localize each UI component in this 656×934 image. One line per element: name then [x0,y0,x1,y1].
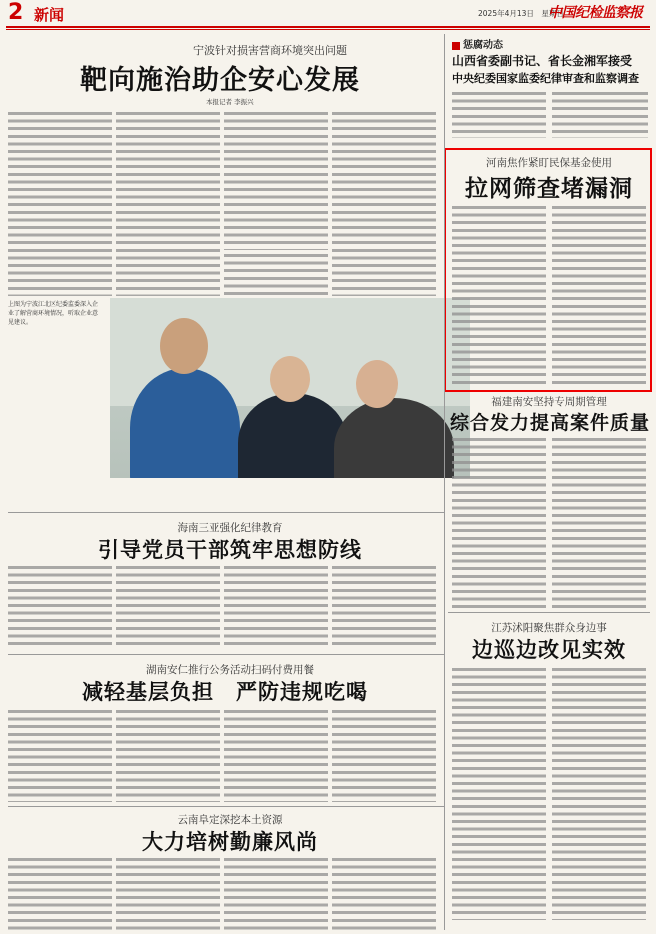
sidebar-title-line-1: 山西省委副书记、省长金湘军接受 [452,54,633,68]
fujian-body-col-1 [452,438,546,608]
sidebar-tag-label: 惩腐动态 [463,40,503,51]
photo-person-right [334,398,454,478]
divider-hainan [8,512,444,513]
yunnan-body-col-1 [8,858,112,930]
hunan-headline: 减轻基层负担 严防违规吃喝 [82,679,368,704]
masthead [0,0,656,26]
news-photo [110,298,470,478]
sidebar-body-col-2 [552,92,648,138]
jiangsu-body-col-1 [452,668,546,920]
yunnan-kicker: 云南阜定深挖本土资源 [177,814,283,826]
newspaper-logo: 中国纪检监察报 [548,5,643,21]
hunan-body-col-1 [8,710,112,802]
divider-hunan [8,654,444,655]
hainan-body-col-3 [224,566,328,646]
lead-headline: 靶向施治助企安心发展 [80,65,360,96]
yunnan-body-col-4 [332,858,436,930]
featured-headline: 拉网筛查堵漏洞 [465,175,633,202]
featured-body-col-2 [552,206,646,386]
hunan-body-col-4 [332,710,436,802]
photo-head-left [160,318,208,374]
issue-date: 2025年4月13日 星期日 [478,9,564,18]
page-number: 2 [8,0,24,25]
lead-body-col-4 [332,112,436,296]
column-divider [444,34,445,930]
photo-head-right [356,360,398,408]
hainan-headline: 引导党员干部筑牢思想防线 [98,537,362,562]
fujian-kicker: 福建南安坚持专周期管理 [491,396,607,408]
hainan-body-col-2 [116,566,220,646]
yunnan-body-col-2 [116,858,220,930]
lead-body-col-2 [116,112,220,296]
photo-person-left [130,368,240,478]
jiangsu-body-col-2 [552,668,646,920]
yunnan-headline: 大力培树勤廉风尚 [142,829,318,854]
photo-head-middle [270,356,310,402]
sidebar-title-line-2: 中央纪委国家监委纪律审查和监察调查 [452,72,639,85]
jiangsu-headline: 边巡边改见实效 [472,637,626,662]
masthead-rule [6,26,650,28]
lead-kicker: 宁波针对损害营商环境突出问题 [193,44,347,57]
hainan-body-col-1 [8,566,112,646]
hainan-kicker: 海南三亚强化纪律教育 [177,522,283,534]
sidebar-tag [452,36,503,51]
divider-jiangsu [448,612,650,613]
hunan-body-col-3 [224,710,328,802]
divider-yunnan [8,806,444,807]
section-name: 新闻 [34,6,65,24]
photo-caption: 上图为宁波江北区纪委监委深入企业了解营商环境情况，听取企业意见建议。 [8,301,99,326]
lead-body-col-1 [8,112,112,296]
masthead-rule-thin [6,29,650,30]
jiangsu-kicker: 江苏沭阳聚焦群众身边事 [491,622,607,634]
fujian-headline: 综合发力提高案件质量 [450,412,651,434]
lead-byline: 本报记者 李振兴 [206,98,254,106]
featured-kicker: 河南焦作紧盯民保基金使用 [486,157,612,169]
featured-body-col-1 [452,206,546,386]
hunan-body-col-2 [116,710,220,802]
lead-body-col-3b [224,254,328,296]
lead-body-col-3 [224,112,328,250]
hainan-body-col-4 [332,566,436,646]
fujian-body-col-2 [552,438,646,608]
sidebar-body-col-1 [452,92,546,138]
square-bullet-icon [452,42,460,50]
yunnan-body-col-3 [224,858,328,930]
hunan-kicker: 湖南安仁推行公务活动扫码付费用餐 [146,664,314,676]
